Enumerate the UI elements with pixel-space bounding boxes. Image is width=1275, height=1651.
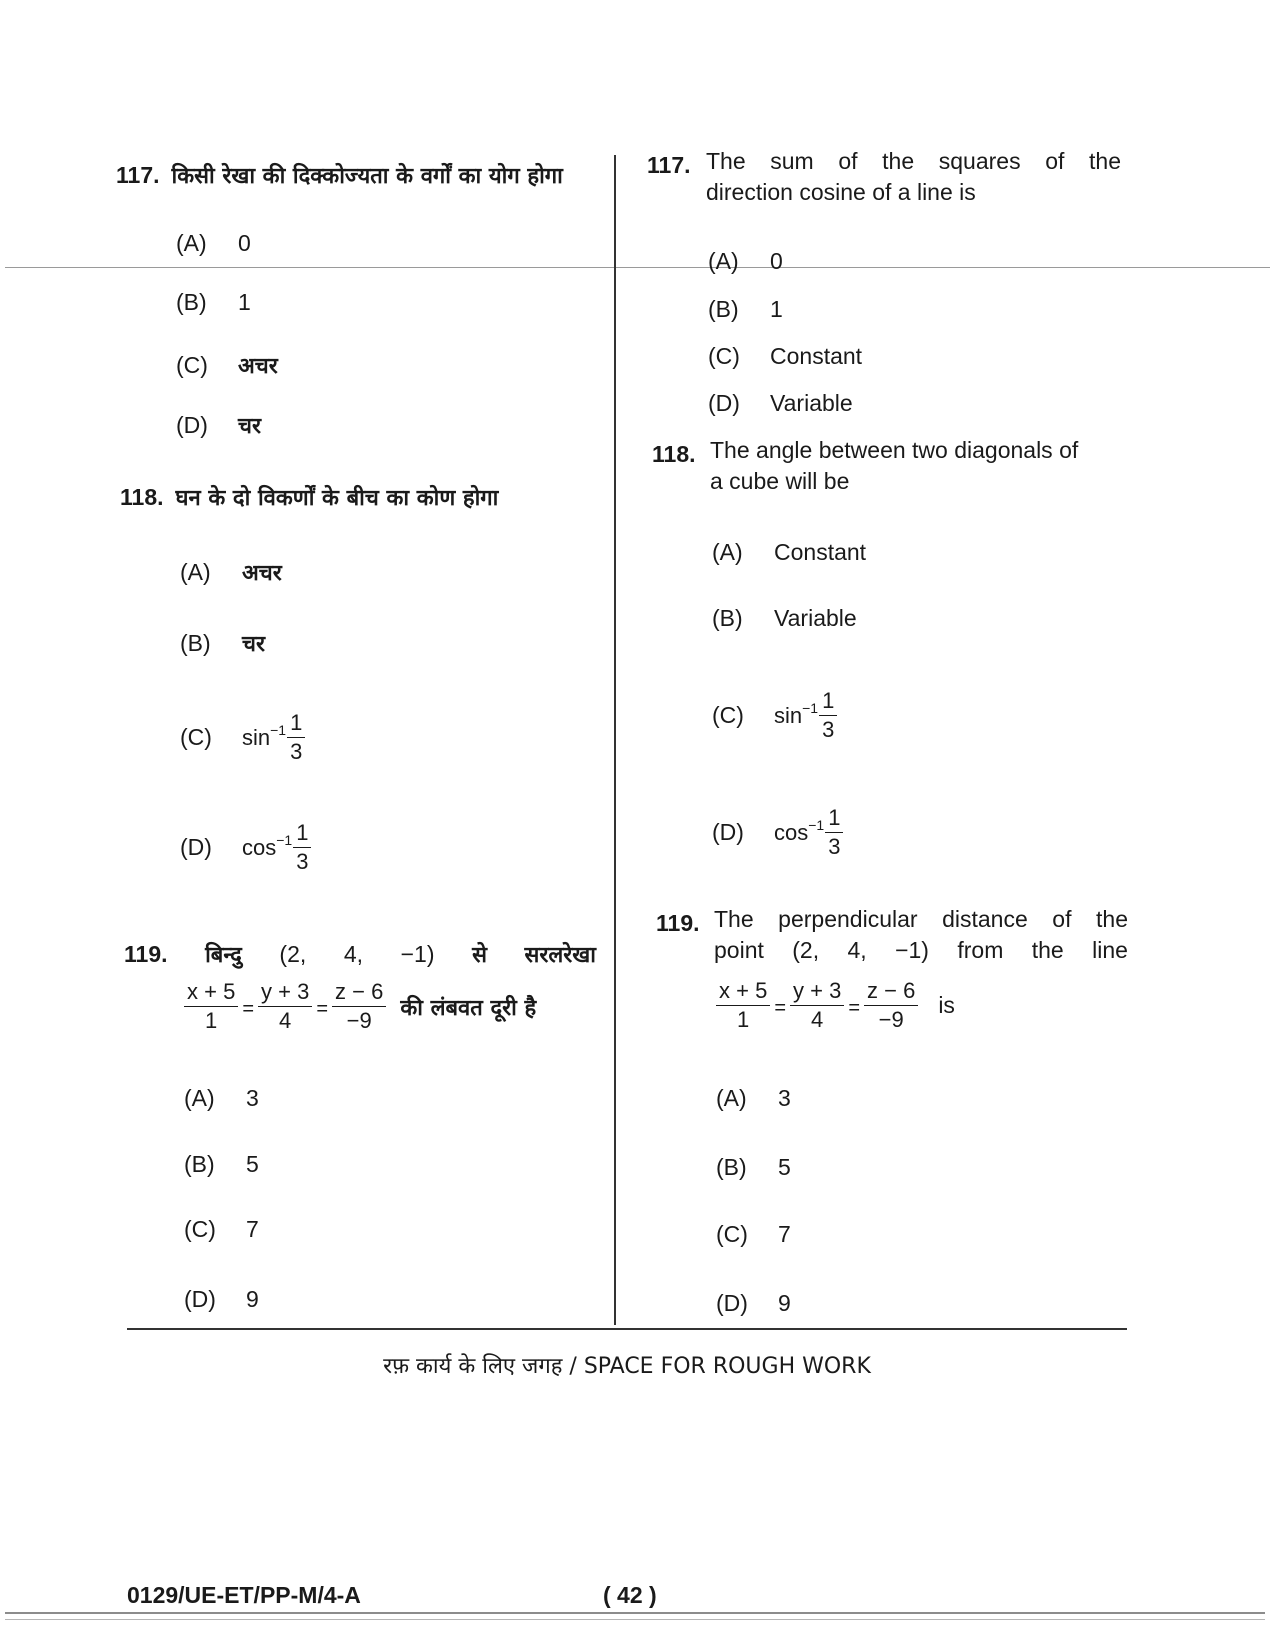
bottom-rule	[127, 1328, 1127, 1330]
option-value: चर	[238, 414, 261, 439]
option-label: (D)	[180, 834, 212, 860]
denominator: 1	[205, 1008, 218, 1033]
function-name: cos	[242, 834, 277, 860]
page-number: ( 42 )	[603, 1582, 657, 1608]
question-suffix: की लंबवत दूरी है	[400, 995, 537, 1021]
fraction	[184, 979, 238, 1034]
option-label: (A)	[184, 1085, 215, 1111]
denominator: 3	[296, 849, 309, 874]
numerator: 1	[293, 820, 311, 848]
option-label: (A)	[176, 230, 207, 256]
option-label: (A)	[716, 1085, 747, 1111]
numerator: x + 5	[184, 979, 238, 1007]
option-label: (B)	[180, 629, 211, 656]
option-value: 0	[238, 230, 251, 256]
question-word: से	[472, 943, 487, 968]
option-value: 3	[778, 1085, 791, 1111]
question-text-line-2	[714, 935, 1128, 966]
question-word: (2,	[792, 937, 820, 963]
question-word: सरलरेखा	[524, 943, 596, 968]
option-value: 7	[778, 1221, 791, 1247]
fraction	[258, 979, 312, 1034]
question-number: 119.	[656, 910, 700, 936]
option-label: (C)	[716, 1221, 748, 1247]
equals-sign: =	[848, 997, 860, 1019]
fraction	[790, 978, 844, 1033]
exponent: −1	[276, 831, 293, 848]
denominator: −9	[346, 1008, 372, 1033]
question-word: point	[714, 937, 764, 963]
option-label: (D)	[708, 390, 740, 416]
numerator: y + 3	[258, 979, 312, 1007]
denominator: −9	[878, 1007, 904, 1032]
option-value: 5	[246, 1151, 259, 1177]
option-c[interactable]	[176, 350, 278, 380]
option-value: अचर	[238, 354, 278, 379]
function-name: sin	[242, 724, 271, 750]
numerator: z − 6	[332, 979, 386, 1007]
fraction	[716, 978, 770, 1033]
option-value: अचर	[242, 561, 282, 586]
option-value: 1	[770, 296, 783, 322]
option-b[interactable]	[716, 1154, 791, 1181]
footer-scan-line-2	[5, 1619, 1265, 1620]
option-d[interactable]	[708, 390, 853, 417]
rough-work-label: रफ़ कार्य के लिए जगह / SPACE FOR ROUGH WORK	[383, 1354, 871, 1379]
question-text-line-2: direction cosine of a line is	[706, 179, 976, 205]
footer-scan-line	[5, 1612, 1265, 1614]
option-value: 9	[778, 1290, 791, 1316]
question-text-line-1: The perpendicular distance of the	[714, 906, 1128, 932]
equals-sign: =	[774, 997, 786, 1019]
exponent: −1	[802, 699, 819, 716]
option-d[interactable]	[716, 1290, 791, 1317]
option-value: 9	[246, 1286, 259, 1312]
option-value: Variable	[770, 390, 853, 416]
equals-sign: =	[242, 998, 254, 1020]
denominator: 4	[811, 1007, 824, 1032]
fraction	[293, 820, 311, 875]
question-number: 118.	[120, 484, 164, 510]
question-word: बिन्दु	[205, 943, 242, 968]
option-label: (C)	[712, 702, 744, 728]
option-a[interactable]	[712, 539, 866, 566]
inverse-sine-expression	[242, 710, 305, 765]
numerator: z − 6	[864, 978, 918, 1006]
option-value: 3	[246, 1085, 259, 1111]
numerator: y + 3	[790, 978, 844, 1006]
paper-code: 0129/UE-ET/PP-M/4-A	[127, 1582, 361, 1608]
question-number: 119.	[124, 941, 168, 967]
question-word: from	[957, 937, 1004, 963]
fraction	[864, 978, 918, 1033]
denominator: 3	[290, 739, 303, 764]
option-a[interactable]	[184, 1085, 259, 1112]
option-d[interactable]	[184, 1286, 259, 1313]
denominator: 3	[822, 717, 835, 742]
option-value: 5	[778, 1154, 791, 1180]
option-c[interactable]	[184, 1216, 259, 1243]
option-label: (D)	[184, 1286, 216, 1312]
option-b[interactable]	[180, 628, 265, 658]
fraction	[287, 710, 305, 765]
question-word: the	[1031, 937, 1064, 963]
option-label: (A)	[712, 539, 743, 565]
option-d[interactable]	[176, 410, 261, 440]
question-word: 4,	[847, 937, 867, 963]
option-label: (C)	[184, 1216, 216, 1242]
option-label: (B)	[176, 289, 207, 315]
question-number: 118.	[652, 441, 696, 467]
option-d[interactable]	[180, 820, 311, 875]
fraction	[819, 688, 837, 743]
top-scan-line	[5, 267, 1270, 268]
line-equation	[716, 978, 955, 1033]
question-text-line-1: The angle between two diagonals of	[710, 437, 1079, 463]
column-divider	[614, 155, 616, 1325]
option-b[interactable]	[708, 296, 783, 323]
function-name: sin	[774, 702, 803, 728]
option-value: Constant	[770, 343, 863, 369]
denominator: 1	[737, 1007, 750, 1032]
option-a[interactable]	[176, 230, 251, 257]
option-c[interactable]	[712, 688, 837, 743]
option-a[interactable]	[708, 248, 783, 275]
option-value: 0	[770, 248, 783, 274]
equals-sign: =	[316, 998, 328, 1020]
exponent: −1	[808, 816, 825, 833]
option-c[interactable]	[716, 1221, 791, 1248]
question-text-line-2: a cube will be	[710, 468, 850, 494]
denominator: 4	[279, 1008, 292, 1033]
option-b[interactable]	[184, 1151, 259, 1178]
question-number: 117.	[647, 152, 691, 178]
option-label: (B)	[708, 296, 739, 322]
question-suffix: is	[938, 992, 955, 1018]
question-word: 4,	[343, 941, 364, 967]
function-name: cos	[774, 819, 809, 845]
option-value: Constant	[774, 539, 867, 565]
question-text: घन के दो विकर्णों के बीच का कोण होगा	[175, 486, 499, 511]
option-label: (D)	[176, 411, 208, 438]
numerator: 1	[825, 805, 843, 833]
option-label: (B)	[716, 1154, 747, 1180]
option-label: (B)	[712, 605, 743, 631]
fraction	[825, 805, 843, 860]
option-value: 1	[238, 289, 251, 315]
option-label: (A)	[708, 248, 739, 274]
option-label: (C)	[708, 343, 740, 369]
question-word: −1)	[895, 937, 929, 963]
numerator: 1	[287, 710, 305, 738]
numerator: x + 5	[716, 978, 770, 1006]
question-word: −1)	[400, 941, 435, 967]
option-label: (C)	[176, 351, 208, 378]
question-text: किसी रेखा की दिक्कोज्यता के वर्गों का योग होगा	[171, 164, 563, 189]
line-equation	[184, 979, 536, 1034]
option-c[interactable]	[708, 343, 862, 370]
option-a[interactable]	[716, 1085, 791, 1112]
question-word: line	[1092, 937, 1128, 963]
option-value: चर	[242, 632, 265, 657]
option-b[interactable]	[712, 605, 857, 632]
option-c[interactable]	[180, 710, 305, 765]
exponent: −1	[270, 721, 287, 738]
option-d[interactable]	[712, 805, 843, 860]
option-label: (B)	[184, 1151, 215, 1177]
question-text-line-1: The sum of the squares of the	[706, 148, 1121, 174]
inverse-sine-expression	[774, 688, 837, 743]
inverse-cosine-expression	[774, 805, 843, 860]
question-number: 117.	[116, 162, 160, 188]
numerator: 1	[819, 688, 837, 716]
option-label: (C)	[180, 724, 212, 750]
option-label: (A)	[180, 558, 211, 585]
option-value: 7	[246, 1216, 259, 1242]
option-label: (D)	[716, 1290, 748, 1316]
fraction	[332, 979, 386, 1034]
option-value: Variable	[774, 605, 857, 631]
inverse-cosine-expression	[242, 820, 311, 875]
question-word: (2,	[279, 941, 307, 967]
option-b[interactable]	[176, 289, 251, 316]
option-a[interactable]	[180, 557, 282, 587]
denominator: 3	[828, 834, 841, 859]
option-label: (D)	[712, 819, 744, 845]
